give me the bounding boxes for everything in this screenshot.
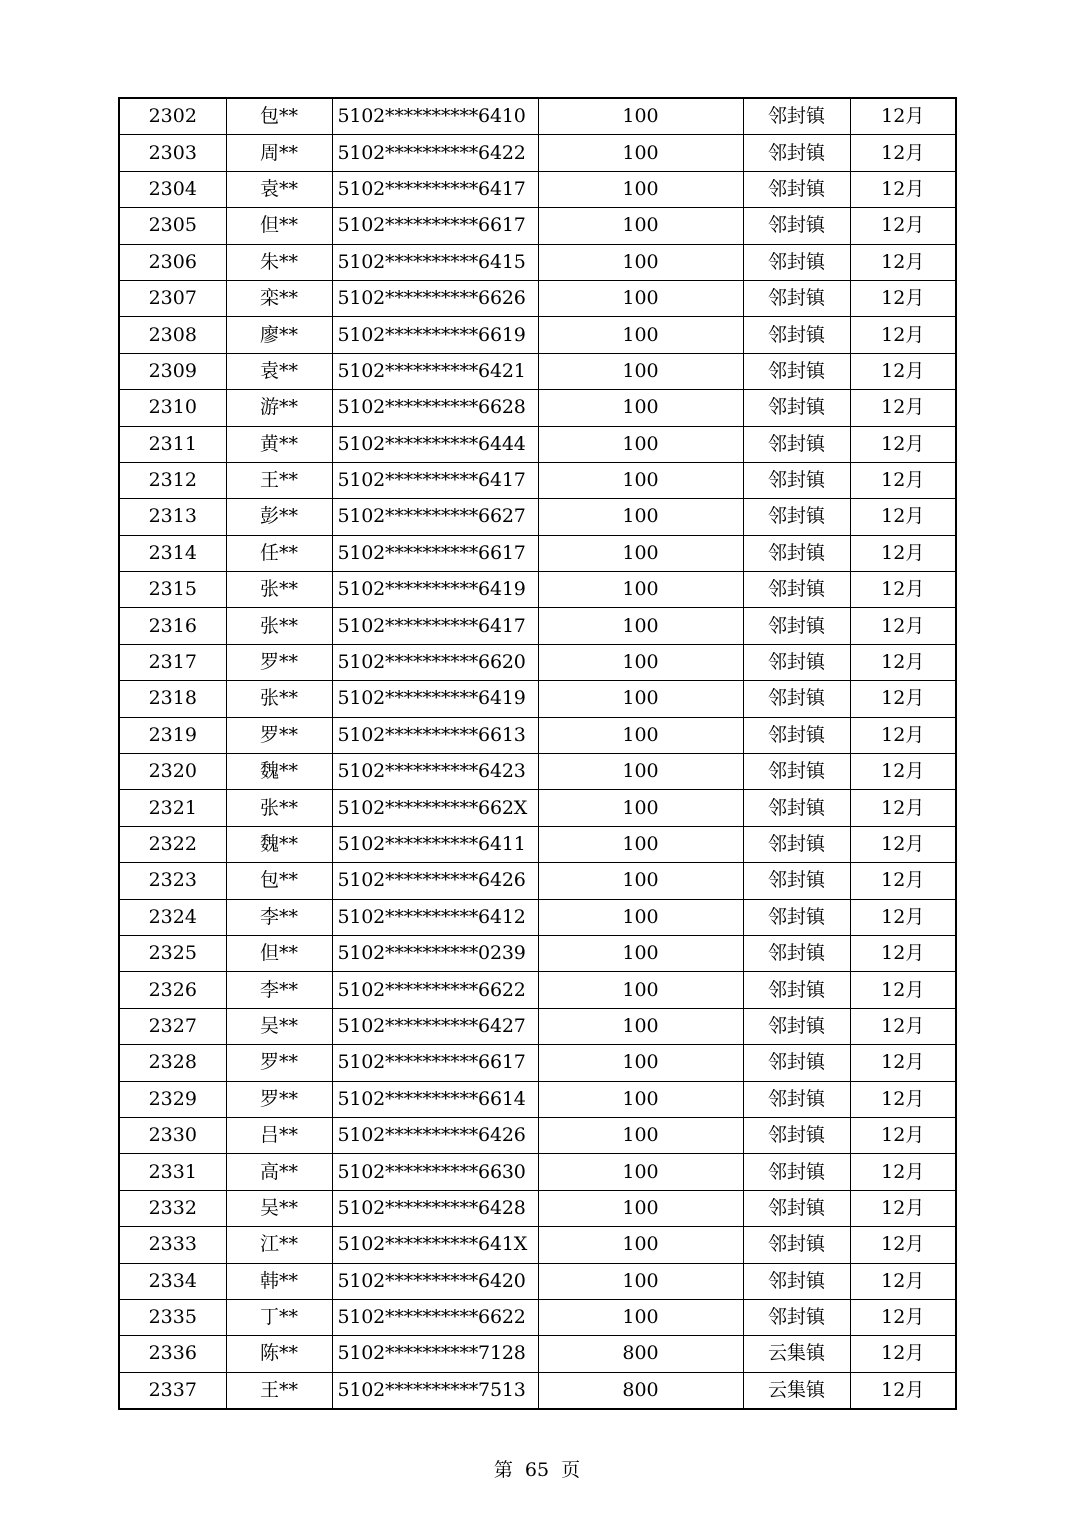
town-cell: 邻封镇 — [743, 244, 850, 280]
name-cell: 韩** — [226, 1263, 332, 1299]
id-number-cell: 5102**********6627 — [332, 499, 538, 535]
name-cell: 魏** — [226, 754, 332, 790]
row-number-cell: 2325 — [119, 935, 226, 971]
town-cell: 邻封镇 — [743, 499, 850, 535]
amount-cell: 100 — [538, 353, 743, 389]
month-cell: 12月 — [850, 717, 956, 753]
row-number-cell: 2315 — [119, 572, 226, 608]
amount-cell: 100 — [538, 535, 743, 571]
id-number-cell: 5102**********6410 — [332, 98, 538, 135]
name-cell: 王** — [226, 1372, 332, 1409]
amount-cell: 100 — [538, 280, 743, 316]
id-number-cell: 5102**********6620 — [332, 644, 538, 680]
name-cell: 廖** — [226, 317, 332, 353]
amount-cell: 100 — [538, 208, 743, 244]
month-cell: 12月 — [850, 826, 956, 862]
town-cell: 邻封镇 — [743, 863, 850, 899]
amount-cell: 100 — [538, 972, 743, 1008]
table-row — [119, 317, 956, 353]
row-number-cell: 2327 — [119, 1008, 226, 1044]
amount-cell: 800 — [538, 1336, 743, 1372]
table-row — [119, 244, 956, 280]
amount-cell: 100 — [538, 826, 743, 862]
id-number-cell: 5102**********6622 — [332, 972, 538, 1008]
row-number-cell: 2329 — [119, 1081, 226, 1117]
month-cell: 12月 — [850, 244, 956, 280]
month-cell: 12月 — [850, 1154, 956, 1190]
month-cell: 12月 — [850, 1263, 956, 1299]
amount-cell: 100 — [538, 98, 743, 135]
table-row — [119, 171, 956, 207]
amount-cell: 100 — [538, 681, 743, 717]
name-cell: 李** — [226, 972, 332, 1008]
table-body — [119, 98, 956, 1409]
row-number-cell: 2331 — [119, 1154, 226, 1190]
town-cell: 云集镇 — [743, 1372, 850, 1409]
name-cell: 张** — [226, 608, 332, 644]
table-row — [119, 462, 956, 498]
name-cell: 但** — [226, 935, 332, 971]
town-cell: 邻封镇 — [743, 644, 850, 680]
name-cell: 罗** — [226, 717, 332, 753]
table-row — [119, 1117, 956, 1153]
month-cell: 12月 — [850, 572, 956, 608]
month-cell: 12月 — [850, 462, 956, 498]
row-number-cell: 2335 — [119, 1299, 226, 1335]
row-number-cell: 2307 — [119, 280, 226, 316]
row-number-cell: 2334 — [119, 1263, 226, 1299]
id-number-cell: 5102**********6617 — [332, 535, 538, 571]
amount-cell: 100 — [538, 426, 743, 462]
town-cell: 邻封镇 — [743, 390, 850, 426]
month-cell: 12月 — [850, 790, 956, 826]
town-cell: 邻封镇 — [743, 462, 850, 498]
id-number-cell: 5102**********6412 — [332, 899, 538, 935]
id-number-cell: 5102**********6420 — [332, 1263, 538, 1299]
month-cell: 12月 — [850, 1045, 956, 1081]
name-cell: 朱** — [226, 244, 332, 280]
town-cell: 邻封镇 — [743, 681, 850, 717]
name-cell: 彭** — [226, 499, 332, 535]
row-number-cell: 2336 — [119, 1336, 226, 1372]
row-number-cell: 2321 — [119, 790, 226, 826]
table-row — [119, 1045, 956, 1081]
month-cell: 12月 — [850, 1299, 956, 1335]
row-number-cell: 2306 — [119, 244, 226, 280]
amount-cell: 100 — [538, 717, 743, 753]
amount-cell: 100 — [538, 899, 743, 935]
town-cell: 邻封镇 — [743, 899, 850, 935]
table-row — [119, 426, 956, 462]
name-cell: 陈** — [226, 1336, 332, 1372]
id-number-cell: 5102**********6630 — [332, 1154, 538, 1190]
amount-cell: 100 — [538, 863, 743, 899]
town-cell: 邻封镇 — [743, 790, 850, 826]
month-cell: 12月 — [850, 426, 956, 462]
month-cell: 12月 — [850, 135, 956, 171]
table-row — [119, 390, 956, 426]
table-row — [119, 644, 956, 680]
row-number-cell: 2326 — [119, 972, 226, 1008]
month-cell: 12月 — [850, 98, 956, 135]
name-cell: 袁** — [226, 171, 332, 207]
id-number-cell: 5102**********7513 — [332, 1372, 538, 1409]
town-cell: 邻封镇 — [743, 135, 850, 171]
town-cell: 邻封镇 — [743, 353, 850, 389]
town-cell: 邻封镇 — [743, 1008, 850, 1044]
table-row — [119, 608, 956, 644]
name-cell: 黄** — [226, 426, 332, 462]
month-cell: 12月 — [850, 171, 956, 207]
amount-cell: 100 — [538, 1008, 743, 1044]
table-row — [119, 572, 956, 608]
table-row — [119, 1263, 956, 1299]
row-number-cell: 2303 — [119, 135, 226, 171]
town-cell: 邻封镇 — [743, 935, 850, 971]
id-number-cell: 5102**********6426 — [332, 863, 538, 899]
row-number-cell: 2308 — [119, 317, 226, 353]
town-cell: 邻封镇 — [743, 717, 850, 753]
name-cell: 吴** — [226, 1008, 332, 1044]
name-cell: 张** — [226, 681, 332, 717]
id-number-cell: 5102**********0239 — [332, 935, 538, 971]
id-number-cell: 5102**********6614 — [332, 1081, 538, 1117]
row-number-cell: 2314 — [119, 535, 226, 571]
town-cell: 邻封镇 — [743, 535, 850, 571]
town-cell: 邻封镇 — [743, 1117, 850, 1153]
month-cell: 12月 — [850, 499, 956, 535]
month-cell: 12月 — [850, 899, 956, 935]
id-number-cell: 5102**********6617 — [332, 208, 538, 244]
table-row — [119, 826, 956, 862]
month-cell: 12月 — [850, 1008, 956, 1044]
id-number-cell: 5102**********6419 — [332, 572, 538, 608]
table-row — [119, 899, 956, 935]
town-cell: 邻封镇 — [743, 1154, 850, 1190]
amount-cell: 100 — [538, 135, 743, 171]
name-cell: 张** — [226, 572, 332, 608]
data-table — [118, 97, 957, 1410]
month-cell: 12月 — [850, 390, 956, 426]
id-number-cell: 5102**********6626 — [332, 280, 538, 316]
town-cell: 邻封镇 — [743, 1299, 850, 1335]
name-cell: 栾** — [226, 280, 332, 316]
id-number-cell: 5102**********6417 — [332, 462, 538, 498]
id-number-cell: 5102**********7128 — [332, 1336, 538, 1372]
table-row — [119, 754, 956, 790]
table-row — [119, 1190, 956, 1226]
name-cell: 罗** — [226, 1081, 332, 1117]
name-cell: 魏** — [226, 826, 332, 862]
id-number-cell: 5102**********6415 — [332, 244, 538, 280]
table-row — [119, 499, 956, 535]
id-number-cell: 5102**********6444 — [332, 426, 538, 462]
name-cell: 李** — [226, 899, 332, 935]
month-cell: 12月 — [850, 644, 956, 680]
row-number-cell: 2319 — [119, 717, 226, 753]
name-cell: 罗** — [226, 644, 332, 680]
month-cell: 12月 — [850, 1227, 956, 1263]
row-number-cell: 2317 — [119, 644, 226, 680]
town-cell: 云集镇 — [743, 1336, 850, 1372]
amount-cell: 100 — [538, 935, 743, 971]
table-row — [119, 1372, 956, 1409]
month-cell: 12月 — [850, 535, 956, 571]
town-cell: 邻封镇 — [743, 972, 850, 1008]
name-cell: 包** — [226, 863, 332, 899]
amount-cell: 100 — [538, 1081, 743, 1117]
month-cell: 12月 — [850, 353, 956, 389]
month-cell: 12月 — [850, 935, 956, 971]
month-cell: 12月 — [850, 754, 956, 790]
id-number-cell: 5102**********6411 — [332, 826, 538, 862]
table-row — [119, 1154, 956, 1190]
amount-cell: 100 — [538, 244, 743, 280]
table-row — [119, 135, 956, 171]
name-cell: 周** — [226, 135, 332, 171]
month-cell: 12月 — [850, 972, 956, 1008]
amount-cell: 100 — [538, 644, 743, 680]
id-number-cell: 5102**********6622 — [332, 1299, 538, 1335]
table-row — [119, 863, 956, 899]
amount-cell: 100 — [538, 317, 743, 353]
row-number-cell: 2305 — [119, 208, 226, 244]
table-row — [119, 681, 956, 717]
month-cell: 12月 — [850, 280, 956, 316]
row-number-cell: 2318 — [119, 681, 226, 717]
table-row — [119, 208, 956, 244]
id-number-cell: 5102**********662X — [332, 790, 538, 826]
table-row — [119, 535, 956, 571]
month-cell: 12月 — [850, 1372, 956, 1409]
amount-cell: 100 — [538, 1263, 743, 1299]
table-row — [119, 790, 956, 826]
town-cell: 邻封镇 — [743, 426, 850, 462]
table-row — [119, 353, 956, 389]
name-cell: 丁** — [226, 1299, 332, 1335]
name-cell: 包** — [226, 98, 332, 135]
row-number-cell: 2316 — [119, 608, 226, 644]
amount-cell: 100 — [538, 1117, 743, 1153]
table-row — [119, 717, 956, 753]
name-cell: 但** — [226, 208, 332, 244]
amount-cell: 100 — [538, 1299, 743, 1335]
row-number-cell: 2320 — [119, 754, 226, 790]
amount-cell: 100 — [538, 608, 743, 644]
table-row — [119, 1008, 956, 1044]
month-cell: 12月 — [850, 317, 956, 353]
town-cell: 邻封镇 — [743, 317, 850, 353]
name-cell: 吕** — [226, 1117, 332, 1153]
month-cell: 12月 — [850, 1117, 956, 1153]
id-number-cell: 5102**********6422 — [332, 135, 538, 171]
row-number-cell: 2337 — [119, 1372, 226, 1409]
page-number: 第 65 页 — [493, 1459, 581, 1481]
table-row — [119, 1336, 956, 1372]
name-cell: 吴** — [226, 1190, 332, 1226]
town-cell: 邻封镇 — [743, 826, 850, 862]
town-cell: 邻封镇 — [743, 1045, 850, 1081]
row-number-cell: 2323 — [119, 863, 226, 899]
row-number-cell: 2311 — [119, 426, 226, 462]
table-row — [119, 1081, 956, 1117]
name-cell: 王** — [226, 462, 332, 498]
town-cell: 邻封镇 — [743, 572, 850, 608]
id-number-cell: 5102**********6428 — [332, 1190, 538, 1226]
id-number-cell: 5102**********6619 — [332, 317, 538, 353]
row-number-cell: 2332 — [119, 1190, 226, 1226]
row-number-cell: 2304 — [119, 171, 226, 207]
amount-cell: 100 — [538, 462, 743, 498]
id-number-cell: 5102**********6628 — [332, 390, 538, 426]
amount-cell: 100 — [538, 499, 743, 535]
name-cell: 高** — [226, 1154, 332, 1190]
amount-cell: 100 — [538, 1045, 743, 1081]
id-number-cell: 5102**********6417 — [332, 608, 538, 644]
town-cell: 邻封镇 — [743, 754, 850, 790]
id-number-cell: 5102**********6617 — [332, 1045, 538, 1081]
id-number-cell: 5102**********6426 — [332, 1117, 538, 1153]
id-number-cell: 5102**********6421 — [332, 353, 538, 389]
month-cell: 12月 — [850, 1190, 956, 1226]
id-number-cell: 5102**********6417 — [332, 171, 538, 207]
table-row — [119, 98, 956, 135]
amount-cell: 800 — [538, 1372, 743, 1409]
id-number-cell: 5102**********641X — [332, 1227, 538, 1263]
id-number-cell: 5102**********6419 — [332, 681, 538, 717]
name-cell: 张** — [226, 790, 332, 826]
amount-cell: 100 — [538, 1227, 743, 1263]
month-cell: 12月 — [850, 608, 956, 644]
month-cell: 12月 — [850, 863, 956, 899]
row-number-cell: 2328 — [119, 1045, 226, 1081]
town-cell: 邻封镇 — [743, 98, 850, 135]
table-row — [119, 972, 956, 1008]
name-cell: 游** — [226, 390, 332, 426]
row-number-cell: 2312 — [119, 462, 226, 498]
row-number-cell: 2324 — [119, 899, 226, 935]
amount-cell: 100 — [538, 1154, 743, 1190]
amount-cell: 100 — [538, 790, 743, 826]
month-cell: 12月 — [850, 1336, 956, 1372]
id-number-cell: 5102**********6427 — [332, 1008, 538, 1044]
row-number-cell: 2333 — [119, 1227, 226, 1263]
name-cell: 江** — [226, 1227, 332, 1263]
table-row — [119, 1227, 956, 1263]
town-cell: 邻封镇 — [743, 1081, 850, 1117]
town-cell: 邻封镇 — [743, 608, 850, 644]
month-cell: 12月 — [850, 681, 956, 717]
table-row — [119, 1299, 956, 1335]
amount-cell: 100 — [538, 1190, 743, 1226]
row-number-cell: 2309 — [119, 353, 226, 389]
town-cell: 邻封镇 — [743, 280, 850, 316]
town-cell: 邻封镇 — [743, 1227, 850, 1263]
town-cell: 邻封镇 — [743, 1190, 850, 1226]
amount-cell: 100 — [538, 572, 743, 608]
row-number-cell: 2313 — [119, 499, 226, 535]
name-cell: 任** — [226, 535, 332, 571]
amount-cell: 100 — [538, 390, 743, 426]
table-row — [119, 280, 956, 316]
amount-cell: 100 — [538, 754, 743, 790]
month-cell: 12月 — [850, 1081, 956, 1117]
town-cell: 邻封镇 — [743, 171, 850, 207]
id-number-cell: 5102**********6423 — [332, 754, 538, 790]
row-number-cell: 2330 — [119, 1117, 226, 1153]
name-cell: 袁** — [226, 353, 332, 389]
row-number-cell: 2322 — [119, 826, 226, 862]
month-cell: 12月 — [850, 208, 956, 244]
table-row — [119, 935, 956, 971]
row-number-cell: 2302 — [119, 98, 226, 135]
id-number-cell: 5102**********6613 — [332, 717, 538, 753]
town-cell: 邻封镇 — [743, 1263, 850, 1299]
row-number-cell: 2310 — [119, 390, 226, 426]
amount-cell: 100 — [538, 171, 743, 207]
town-cell: 邻封镇 — [743, 208, 850, 244]
name-cell: 罗** — [226, 1045, 332, 1081]
